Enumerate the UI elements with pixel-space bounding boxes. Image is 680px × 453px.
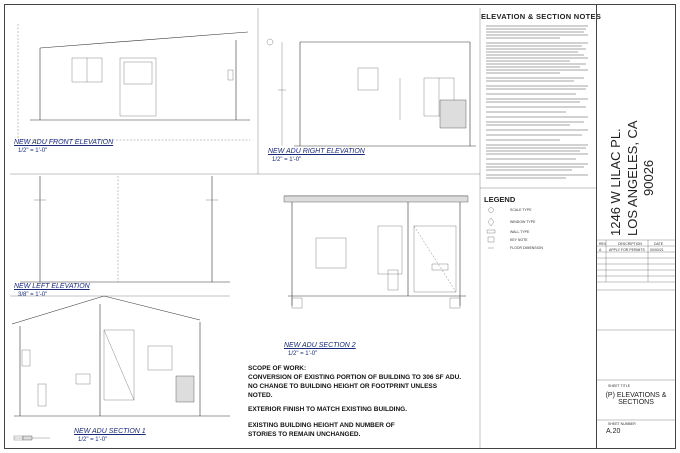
scope-line-2: NO CHANGE TO BUILDING HEIGHT OR FOOTPRINT UNLESS <box>248 383 438 390</box>
scope-heading: SCOPE OF WORK: <box>248 365 307 372</box>
left-elevation-label: NEW LEFT ELEVATION <box>14 283 90 290</box>
section-2-scale: 1/2" = 1'-0" <box>288 351 318 357</box>
desc-cell: APPLY FOR PERMITS <box>609 248 645 252</box>
front-elevation-label: NEW ADU FRONT ELEVATION <box>14 139 114 146</box>
legend-title: LEGEND <box>484 195 516 204</box>
scope-line-4: EXTERIOR FINISH TO MATCH EXISTING BUILDING. <box>248 406 408 413</box>
notes-title: ELEVATION & SECTION NOTES <box>481 12 602 21</box>
right-elevation-scale: 1/2" = 1'-0" <box>272 157 302 163</box>
address-line-2: LOS ANGELES, CA <box>625 120 640 236</box>
sheet-title: (P) ELEVATIONS & SECTIONS <box>605 392 667 406</box>
rev-col-header: REV <box>599 242 607 246</box>
rev-cell: A <box>599 248 602 252</box>
legend-item: FLOOR DIMENSION <box>510 246 543 250</box>
front-elevation-scale: 1/2" = 1'-0" <box>18 148 48 154</box>
legend-item: WALL TYPE <box>510 230 530 234</box>
section-1-scale: 1/2" = 1'-0" <box>78 437 108 443</box>
date-col-header: DATE <box>654 242 664 246</box>
scope-line-1: CONVERSION OF EXISTING PORTION OF BUILDING TO 306 SF ADU. <box>248 374 462 381</box>
address-line-3: 90026 <box>641 159 656 196</box>
scope-line-3: NOTED. <box>248 392 273 399</box>
legend-item: WINDOW TYPE <box>510 220 536 224</box>
section-1-label: NEW ADU SECTION 1 <box>74 428 146 435</box>
desc-col-header: DESCRIPTION <box>618 242 642 246</box>
sheet-title-label: SHEET TITLE <box>608 384 631 388</box>
address-line-1: 1246 W LILAC PL. <box>608 128 623 236</box>
right-elevation-label: NEW ADU RIGHT ELEVATION <box>268 148 365 155</box>
date-cell: 00/00/21 <box>650 248 664 252</box>
scope-line-5: EXISTING BUILDING HEIGHT AND NUMBER OF <box>248 422 395 429</box>
left-elevation-scale: 3/8" = 1'-0" <box>18 292 48 298</box>
legend-item: KEY NOTE <box>510 238 528 242</box>
sheet-number-label: SHEET NUMBER <box>608 422 636 426</box>
scope-line-6: STORIES TO REMAIN UNCHANGED. <box>248 431 361 438</box>
sheet-number: A.20 <box>606 428 621 435</box>
legend-item: SCALE TYPE <box>510 208 532 212</box>
section-2-label: NEW ADU SECTION 2 <box>284 342 356 349</box>
